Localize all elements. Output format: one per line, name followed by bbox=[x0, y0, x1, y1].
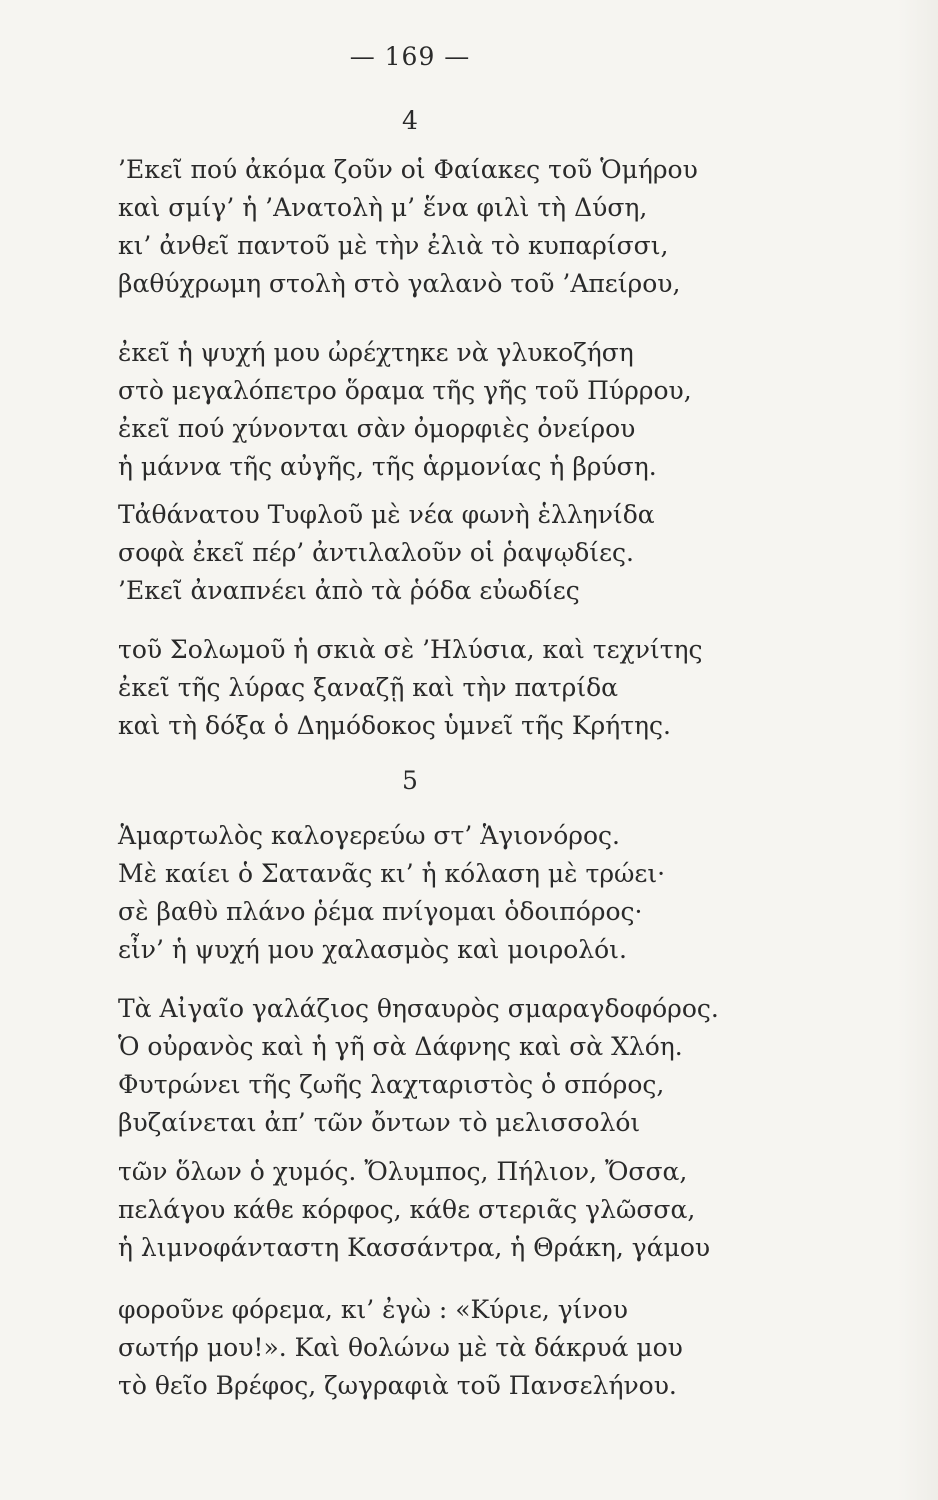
stanza bbox=[118, 334, 692, 486]
section-number-5: 5 bbox=[402, 766, 418, 795]
page-edge-shadow bbox=[898, 0, 938, 1500]
poem-line: καὶ σμίγ’ ἡ ’Ανατολὴ μ’ ἕνα φιλὶ τὴ Δύση, bbox=[118, 193, 648, 222]
poem-line: σοφὰ ἐκεῖ πέρ’ ἀντιλαλοῦν οἱ ῥαψῳδίες. bbox=[118, 538, 634, 567]
stanza bbox=[118, 990, 719, 1142]
poem-line: τῶν ὅλων ὁ χυμός. Ὄλυμπος, Πήλιον, Ὄσσα, bbox=[118, 1157, 688, 1186]
poem-line: στὸ μεγαλόπετρο ὅραμα τῆς γῆς τοῦ Πύρρου, bbox=[118, 376, 692, 405]
poem-line: Ὁ οὐρανὸς καὶ ἡ γῆ σὰ Δάφνης καὶ σὰ Χλόη. bbox=[118, 1032, 683, 1061]
stanza bbox=[118, 151, 698, 303]
poem-line: ἐκεῖ πού χύνονται σὰν ὀμορφιὲς ὀνείρου bbox=[118, 414, 636, 443]
stanza bbox=[118, 1291, 683, 1405]
stanza bbox=[118, 631, 703, 745]
poem-line: κι’ ἀνθεῖ παντοῦ μὲ τὴν ἐλιὰ τὸ κυπαρίσσι, bbox=[118, 231, 669, 260]
stanza bbox=[118, 496, 655, 610]
poem-line: Μὲ καίει ὁ Σατανᾶς κι’ ἡ κόλαση μὲ τρώει· bbox=[118, 859, 666, 888]
stanza bbox=[118, 817, 665, 969]
poem-line: τὸ θεῖο Βρέφος, ζωγραφιὰ τοῦ Πανσελήνου. bbox=[118, 1371, 677, 1400]
poem-line: ἡ λιμνοφάνταστη Κασσάντρα, ἡ Θράκη, γάμου bbox=[118, 1233, 711, 1262]
poem-line: πελάγου κάθε κόρφος, κάθε στεριᾶς γλῶσσα, bbox=[118, 1195, 696, 1224]
poem-line: βυζαίνεται ἀπ’ τῶν ὄντων τὸ μελισσολόι bbox=[118, 1108, 641, 1137]
poem-line: Ἁμαρτωλὸς καλογερεύω στ’ Ἁγιονόρος. bbox=[118, 821, 621, 850]
poem-line: ἐκεῖ ἡ ψυχή μου ὠρέχτηκε νὰ γλυκοζήση bbox=[118, 338, 634, 367]
poem-line: σωτήρ μου!». Καὶ θολώνω μὲ τὰ δάκρυά μου bbox=[118, 1333, 683, 1362]
poem-line: τοῦ Σολωμοῦ ἡ σκιὰ σὲ ’Ηλύσια, καὶ τεχνίτης bbox=[118, 635, 703, 664]
poem-line: καὶ τὴ δόξα ὁ Δημόδοκος ὑμνεῖ τῆς Κρήτης. bbox=[118, 711, 671, 740]
section-number-4: 4 bbox=[402, 106, 418, 135]
poem-line: Τὰ Αἰγαῖο γαλάζιος θησαυρὸς σμαραγδοφόρος. bbox=[118, 994, 719, 1023]
poem-line: βαθύχρωμη στολὴ στὸ γαλανὸ τοῦ ’Απείρου, bbox=[118, 269, 681, 298]
stanza bbox=[118, 1153, 710, 1267]
poem-line: ’Εκεῖ ἀναπνέει ἀπὸ τὰ ῥόδα εὐωδίες bbox=[118, 576, 580, 605]
page-number: — 169 — bbox=[349, 42, 471, 71]
poem-line: εἶν’ ἡ ψυχή μου χαλασμὸς καὶ μοιρολόι. bbox=[118, 935, 627, 964]
poem-line: Τἀθάνατου Τυφλοῦ μὲ νέα φωνὴ ἑλληνίδα bbox=[118, 500, 655, 529]
poem-line: ἡ μάννα τῆς αὐγῆς, τῆς ἁρμονίας ἡ βρύση. bbox=[118, 452, 657, 481]
poem-line: σὲ βαθὺ πλάνο ῥέμα πνίγομαι ὁδοιπόρος· bbox=[118, 897, 643, 926]
poem-line: Φυτρώνει τῆς ζωῆς λαχταριστὸς ὁ σπόρος, bbox=[118, 1070, 665, 1099]
poem-line: ’Εκεῖ πού ἀκόμα ζοῦν οἱ Φαίακες τοῦ Ὁμήρου bbox=[118, 155, 698, 184]
poem-line: φοροῦνε φόρεμα, κι’ ἐγὼ : «Κύριε, γίνου bbox=[118, 1295, 628, 1324]
poem-line: ἐκεῖ τῆς λύρας ξαναζῇ καὶ τὴν πατρίδα bbox=[118, 673, 619, 702]
